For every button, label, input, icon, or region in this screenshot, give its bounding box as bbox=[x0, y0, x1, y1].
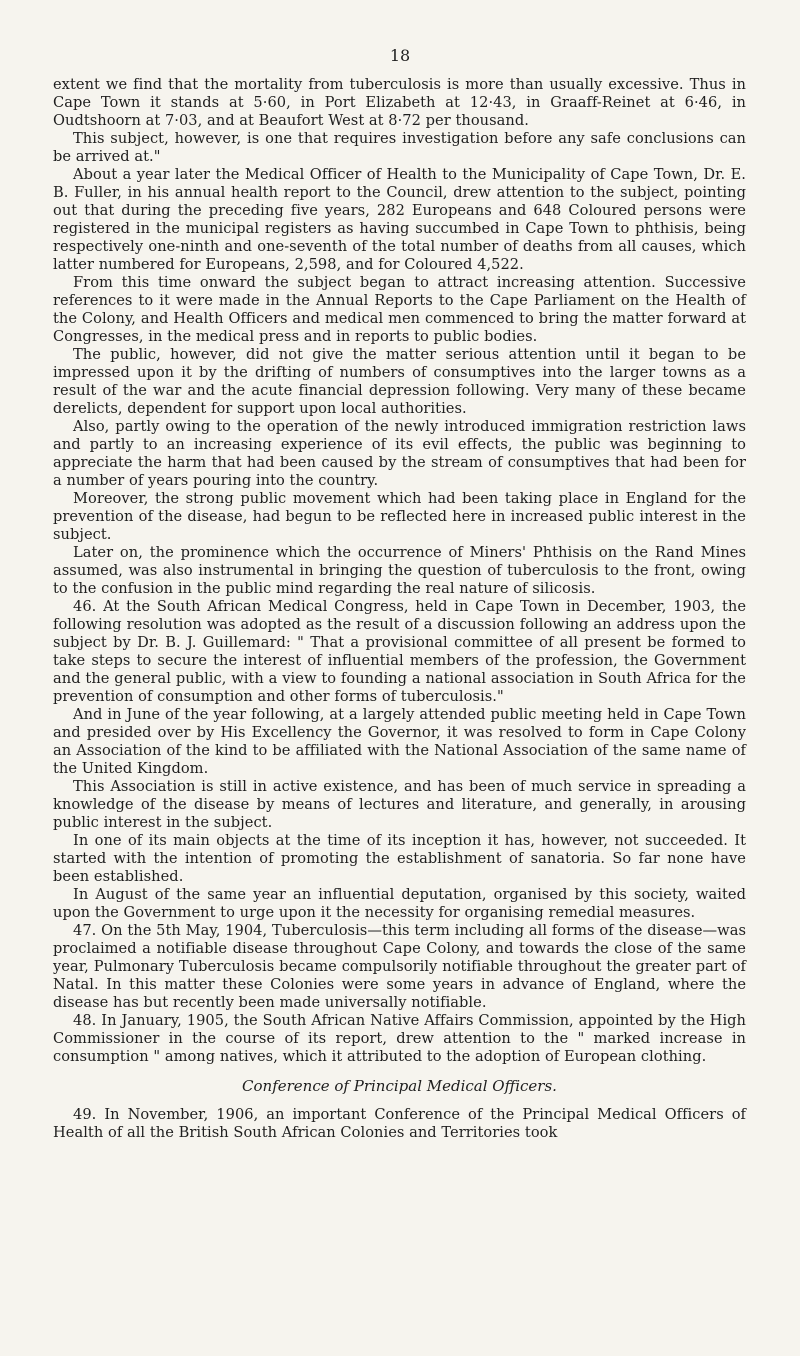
paragraph: This subject, however, is one that requires investigation before any safe conclusions can be arrived at." bbox=[53, 130, 746, 165]
paragraph: About a year later the Medical Officer of Health to the Municipality of Cape Town, Dr. E. B. Fuller, in his annual health report to the Council, drew attention to the subject, pointing out that during the preceding five years, 282 Europeans and 648 Coloured persons were registered in the municipal registers as having succumbed in Cape Town to phthisis, being respectively one-ninth and one-seventh of the total number of deaths from all causes, which latter numbered for Europeans, 2,598, and for Coloured 4,522. bbox=[53, 166, 746, 273]
paragraph-46: 46. At the South African Medical Congress, held in Cape Town in December, 1903, the following resolution was adopted as the result of a discussion following an address upon the subject by Dr. B. J. Guillemard: " That a provisional committee of all present be formed to take steps to secure the interest of influential members of the profession, the Government and the general public, with a view to founding a national association in South Africa for the prevention of consumption and other forms of tuberculosis." bbox=[53, 598, 746, 705]
paragraph: From this time onward the subject began to attract increasing attention. Successive references to it were made in the Annual Reports to the Cape Parliament on the Health of the Colony, and Health Officers and medical men commenced to bring the matter forward at Congresses, in the medical press and in reports to public bodies. bbox=[53, 274, 746, 345]
paragraph: Moreover, the strong public movement which had been taking place in England for the prevention of the disease, had begun to be reflected here in increased public interest in the subject. bbox=[53, 490, 746, 543]
paragraph: In August of the same year an influential deputation, organised by this society, waited upon the Government to urge upon it the necessity for organising remedial measures. bbox=[53, 886, 746, 921]
section-heading: Conference of Principal Medical Officers. bbox=[242, 1077, 557, 1095]
paragraph: Later on, the prominence which the occurrence of Miners' Phthisis on the Rand Mines assumed, was also instrumental in bringing the question of tuberculosis to the front, owing to the confusion in the public mind regarding the real nature of silicosis. bbox=[53, 544, 746, 597]
page-number: 18 bbox=[389, 46, 411, 65]
paragraph-49: 49. In November, 1906, an important Conference of the Principal Medical Officers of Health of all the British South African Colonies and Territories took bbox=[53, 1106, 746, 1141]
paragraph-47: 47. On the 5th May, 1904, Tuberculosis—this term including all forms of the disease—was proclaimed a notifiable disease throughout Cape Colony, and towards the close of the same year, Pulmonary Tuberculosis became compulsorily notifiable throughout the greater part of Natal. In this matter these Colonies were some years in advance of England, where the disease has but recently been made universally notifiable. bbox=[53, 922, 746, 1011]
paragraph: The public, however, did not give the matter serious attention until it began to be impressed upon it by the drifting of numbers of consumptives into the larger towns as a result of the war and the acute financial depression following. Very many of these became derelicts, dependent for support upon local authorities. bbox=[53, 346, 746, 417]
paragraph: Also, partly owing to the operation of the newly introduced immigration restriction laws and partly to an increasing experience of its evil effects, the public was beginning to appreciate the harm that had been caused by the stream of consumptives that had been for a number of years pouring into the country. bbox=[53, 418, 746, 489]
paragraph: This Association is still in active existence, and has been of much service in spreading a knowledge of the disease by means of lectures and literature, and generally, in arousing public interest in the subject. bbox=[53, 778, 746, 831]
paragraph: And in June of the year following, at a largely attended public meeting held in Cape Town and presided over by His Excellency the Governor, it was resolved to form in Cape Colony an Association of the kind to be affiliated with the National Association of the same name of the United Kingdom. bbox=[53, 706, 746, 777]
paragraph-48: 48. In January, 1905, the South African Native Affairs Commission, appointed by the High Commissioner in the course of its report, drew attention to the " marked increase in consumption " among natives, which it attributed to the adoption of European clothing. bbox=[53, 1012, 746, 1065]
paragraph-continuation: extent we find that the mortality from tuberculosis is more than usually excessive. Thus in Cape Town it stands at 5·60, in Port Elizabeth at 12·43, in Graaff-Reinet at 6·46, in Oudtshoorn at 7·03, and at Beaufort West at 8·72 per thousand. bbox=[53, 76, 746, 129]
paragraph: In one of its main objects at the time of its inception it has, however, not succeeded. It started with the intention of promoting the establishment of sanatoria. So far none have been established. bbox=[53, 832, 746, 885]
